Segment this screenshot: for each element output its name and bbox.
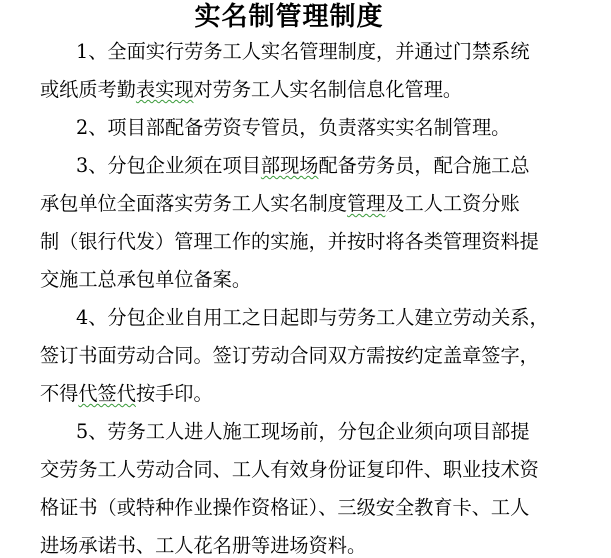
text-run: 4、分包企业自用工之日起即与劳务工人建立劳动关系， xyxy=(76,306,549,329)
paragraph-4-line-2 xyxy=(40,344,539,368)
text-run: 交施工总承包单位备案。 xyxy=(40,268,252,291)
text-run: 配备劳务员，配合施工总 xyxy=(318,154,530,177)
paragraph-3-line-4 xyxy=(40,268,251,292)
spellcheck-underlined-text: 代签代 xyxy=(78,382,136,405)
text-run: 对劳务工人实名制信息化管理。 xyxy=(193,78,463,101)
paragraph-4-line-1 xyxy=(76,306,549,330)
text-run: 交劳务工人劳动合同、工人有效身份证复印件、职业技术资 xyxy=(40,458,539,481)
paragraph-2-line-1 xyxy=(76,116,510,140)
paragraph-3-line-1 xyxy=(76,154,530,178)
text-run: 5、劳务工人进人施工现场前，分包企业须向项目部提 xyxy=(76,420,530,443)
text-run: 进场承诺书、工人花名册等进场资料。 xyxy=(40,534,367,557)
text-run: 制（银行代发）管理工作的实施，并按时将各类管理资料提 xyxy=(40,230,539,253)
text-run: 签订书面劳动合同。签订劳动合同双方需按约定盖章签字， xyxy=(40,344,539,367)
paragraph-5-line-4 xyxy=(40,534,366,558)
paragraph-5-line-3 xyxy=(40,496,529,520)
document-title: 实名制管理制度 xyxy=(194,2,384,32)
text-run: 格证书（或特种作业操作资格证）、三级安全教育卡、工人 xyxy=(40,496,530,519)
text-run: 不得 xyxy=(40,382,79,405)
spellcheck-underlined-text: 部现场 xyxy=(260,154,319,177)
text-run: 及工人工资分账 xyxy=(385,192,520,215)
text-run: 按手印。 xyxy=(135,382,213,405)
paragraph-3-line-3 xyxy=(40,230,539,254)
paragraph-3-line-2 xyxy=(40,192,520,216)
text-run: 1、全面实行劳务工人实名管理制度，并通过门禁系统 xyxy=(76,40,530,63)
paragraph-1-line-1 xyxy=(76,40,530,64)
paragraph-1-line-2 xyxy=(40,78,462,102)
paragraph-5-line-2 xyxy=(40,458,539,482)
text-run: 或纸质考勤 xyxy=(40,78,136,101)
text-run: 承包单位全面落实劳务工人实名制度 xyxy=(40,192,347,215)
text-run: 3、分包企业须在项目 xyxy=(76,154,261,177)
spellcheck-underlined-text: 表实现 xyxy=(135,78,194,101)
paragraph-5-line-1 xyxy=(76,420,530,444)
spellcheck-underlined-text: 管理 xyxy=(347,192,386,215)
paragraph-4-line-3 xyxy=(40,382,213,406)
text-run: 2、项目部配备劳资专管员，负责落实实名制管理。 xyxy=(76,116,511,139)
